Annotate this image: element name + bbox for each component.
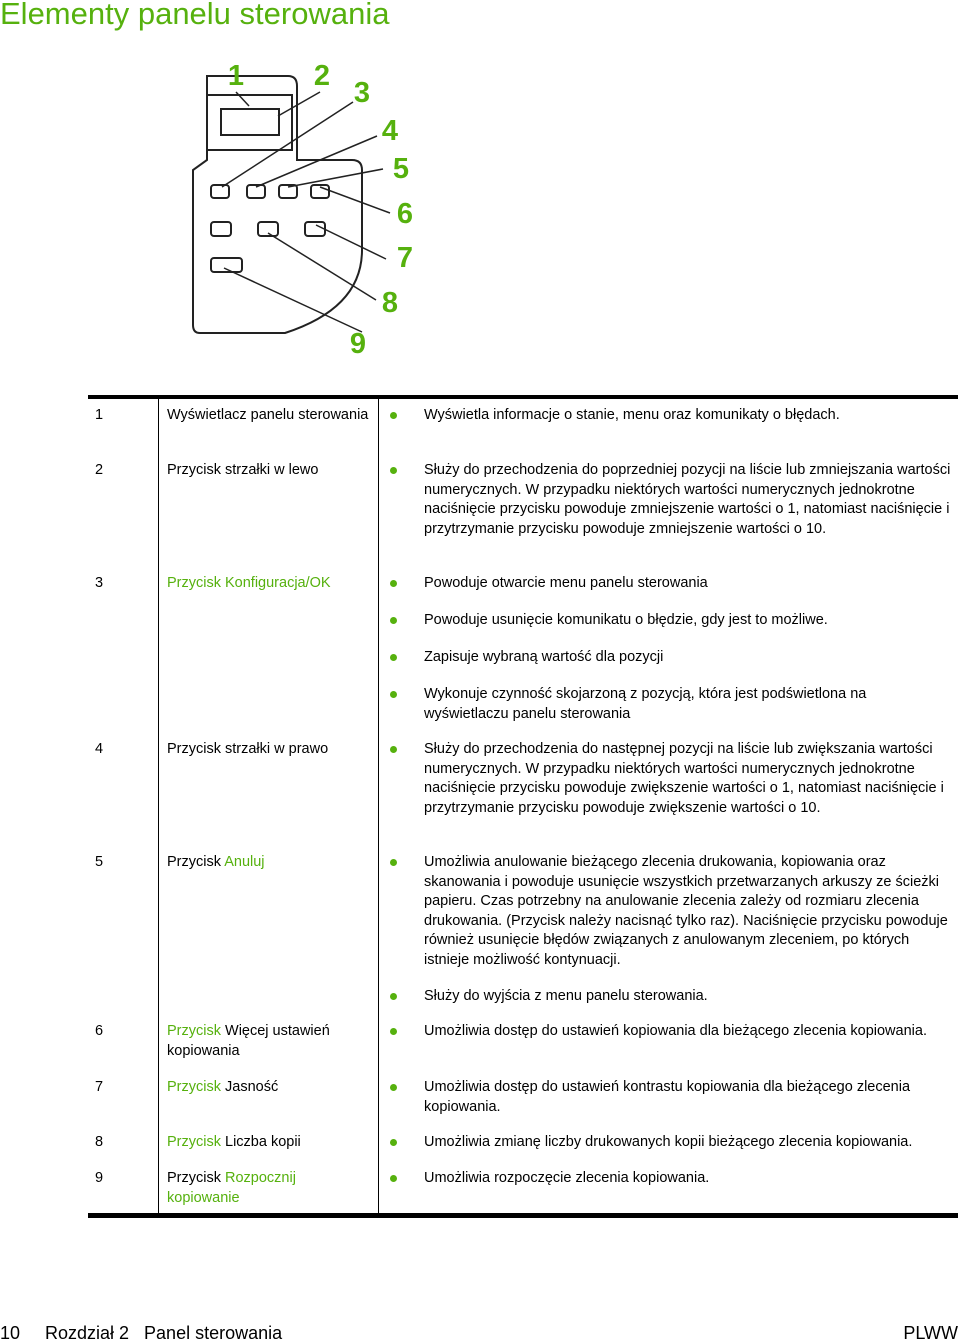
cancel-button [311,185,329,198]
control-name-plain: Więcej ustawień kopiowania [167,1023,330,1059]
bullet-icon [390,1084,397,1091]
callout-6: 6 [396,198,414,230]
control-description: Umożliwia anulowanie bieżącego zlecenia drukowania, kopiowania oraz skanowania i powoduje usunięcie wszystkich przetwarzanych arkuszy ze ścieżki papieru. Czas potrzebny na anulowanie zlecenia zależy od rozmiaru zlecenia drukowania. (Przycisk należy nacisnąć tylko raz). Naciśnięcie przycisku powoduje również usunięcie błędów związanych z anulowanym zleceniem, po których istnieje możliwość kontynuacji. [424,854,948,968]
control-description: Wykonuje czynność skojarzoną z pozycją, która jest podświetlona na wyświetlaczu panelu sterowania [424,686,867,722]
document-version: PLWW [903,1323,958,1343]
row-number: 9 [95,1170,104,1186]
control-name: Przycisk strzałki w lewo [167,462,319,478]
controls-table [88,395,958,1221]
bullet-icon [390,617,397,624]
control-panel-outline [193,76,362,333]
callout-7: 7 [396,242,414,274]
control-name-highlight: Rozpocznij kopiowanie [167,1170,296,1206]
left-arrow-button [211,185,229,198]
callout-4: 4 [381,115,399,147]
bullet-icon [390,746,397,753]
table-top-rule [88,395,958,399]
callout-8: 8 [381,287,399,319]
control-name [167,1078,372,1098]
bullet-icon [390,580,397,587]
control-name-plain: Przycisk [167,1170,225,1186]
control-name-plain: Liczba kopii [220,1134,301,1150]
bullet-icon [390,412,397,419]
table-divider-1 [158,399,159,1213]
row-number: 4 [95,741,104,757]
row-number: 3 [95,575,104,591]
control-description: Umożliwia zmianę liczby drukowanych kopii bieżącego zlecenia kopiowania. [424,1134,913,1150]
control-description: Zapisuje wybraną wartość dla pozycji [424,649,664,665]
bullet-icon [390,1175,397,1182]
row-number: 1 [95,407,104,423]
bullet-icon [390,859,397,866]
row-number: 5 [95,854,104,870]
bullet-icon [390,467,397,474]
number-of-copies-button [258,222,278,236]
control-name-highlight: Anuluj [224,854,265,870]
table-divider-2 [378,399,379,1213]
callout-2: 2 [313,60,331,92]
control-description: Umożliwia rozpoczęcie zlecenia kopiowania. [424,1170,710,1186]
control-name [167,1169,372,1208]
callout-5: 5 [392,153,410,185]
bullet-icon [390,1028,397,1035]
control-name-plain: Jasność [220,1079,279,1095]
callout-3: 3 [353,77,371,109]
control-name [167,1022,372,1061]
control-description: Służy do wyjścia z menu panelu sterowania. [424,988,708,1004]
control-name [167,1133,372,1153]
lighter-darker-button [305,222,325,236]
row-number: 6 [95,1023,104,1039]
control-name: Przycisk strzałki w prawo [167,741,329,757]
control-name [167,853,372,873]
callout-9: 9 [349,328,367,360]
callout-1: 1 [227,60,245,92]
row-number: 7 [95,1079,104,1095]
leader-lines [222,92,390,332]
bullet-icon [390,654,397,661]
row-number: 2 [95,462,104,478]
row-number: 8 [95,1134,104,1150]
control-description: Powoduje otwarcie menu panelu sterowania [424,575,708,591]
display-screen [221,109,279,135]
control-name-highlight: Przycisk [167,1079,221,1095]
bullet-icon [390,691,397,698]
control-name: Wyświetlacz panelu sterowania [167,407,369,423]
control-name-plain: Przycisk [167,854,225,870]
bullet-icon [390,1139,397,1146]
control-name-highlight: Przycisk [167,1023,221,1039]
control-description: Umożliwia dostęp do ustawień kontrastu kopiowania dla bieżącego zlecenia kopiowania. [424,1079,911,1115]
control-description: Wyświetla informacje o stanie, menu oraz komunikaty o błędach. [424,407,840,423]
control-description: Służy do przechodzenia do następnej pozycji na liście lub zwiększania wartości numerycznych. W przypadku niektórych wartości numerycznych jednokrotne naciśnięcie przycisku powoduje zwiększenie wartości o 1, natomiast naciśnięcie i przytrzymanie przycisku powoduje zwiększenie wartości o 10. [424,741,944,816]
page-title: Elementy panelu sterowania [0,0,390,31]
page-number: 10 [0,1323,21,1343]
control-name: Przycisk Konfiguracja/OK [167,575,331,591]
chapter-title: Rozdział 2 Panel sterowania [45,1323,283,1343]
start-copy-button [211,222,231,236]
control-panel-diagram [0,50,960,370]
bullet-icon [390,993,397,1000]
control-description: Powoduje usunięcie komunikatu o błędzie, gdy jest to możliwe. [424,612,828,628]
control-name-highlight: Przycisk [167,1134,221,1150]
control-description: Służy do przechodzenia do poprzedniej pozycji na liście lub zmniejszania wartości numerycznych. W przypadku niektórych wartości numerycznych jednokrotne naciśnięcie przycisku powoduje zmniejszenie wartości o 1, natomiast naciśnięcie i przytrzymanie przycisku powoduje zmniejszenie wartości o 10. [424,462,951,537]
control-description: Umożliwia dostęp do ustawień kopiowania dla bieżącego zlecenia kopiowania. [424,1023,927,1039]
table-bottom-rule [88,1213,958,1218]
